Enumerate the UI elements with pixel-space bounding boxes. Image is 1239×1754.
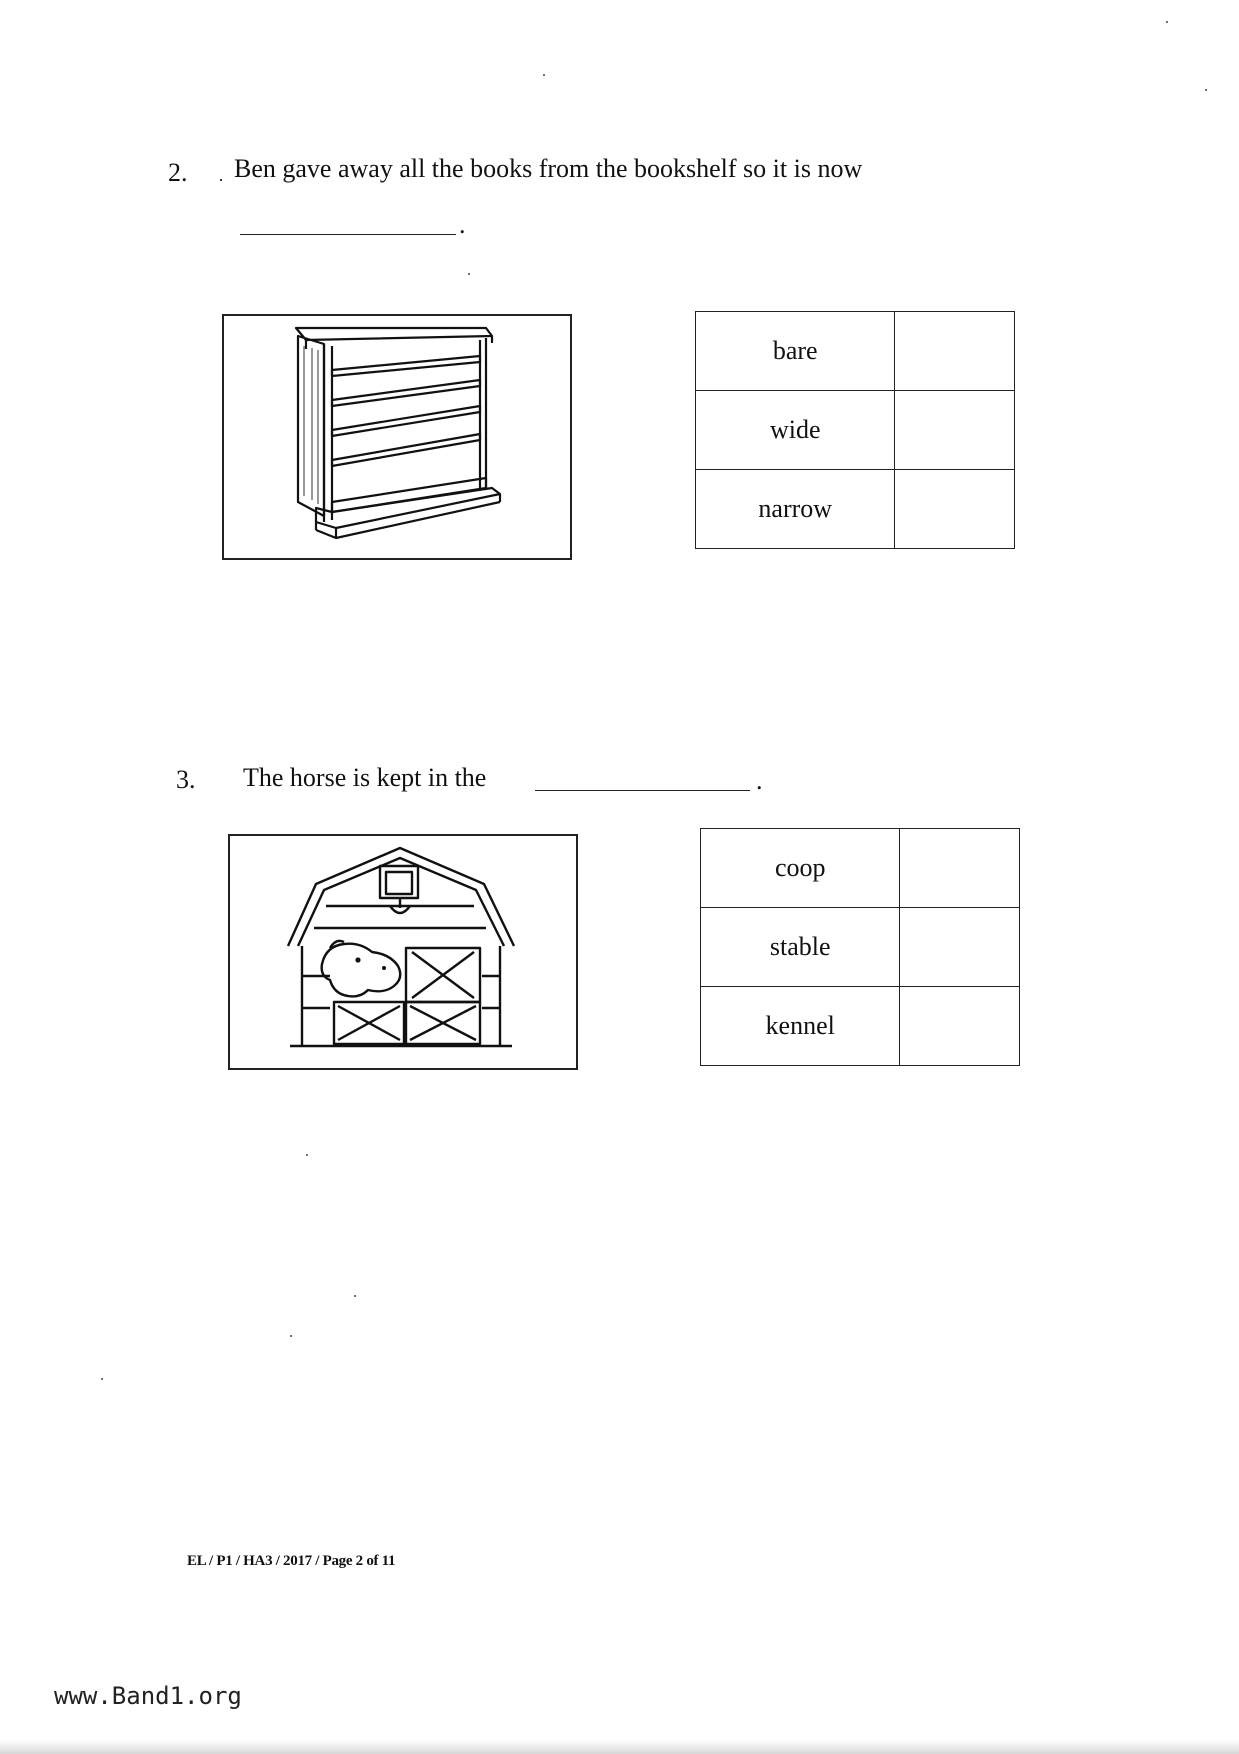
bookshelf-picture bbox=[222, 314, 572, 560]
scan-speck bbox=[468, 273, 470, 275]
option-row bbox=[696, 391, 1015, 470]
option-row bbox=[701, 987, 1020, 1066]
site-watermark: www.Band1.org bbox=[54, 1682, 242, 1710]
option-tick-box[interactable] bbox=[900, 829, 1020, 908]
option-tick-box[interactable] bbox=[900, 908, 1020, 987]
scan-speck bbox=[354, 1295, 356, 1297]
question-3-options-table bbox=[700, 828, 1020, 1066]
question-3-text: The horse is kept in the bbox=[243, 763, 487, 792]
option-word: coop bbox=[701, 829, 900, 908]
question-2-blank-period: . bbox=[459, 210, 466, 239]
option-tick-box[interactable] bbox=[895, 391, 1015, 470]
option-tick-box[interactable] bbox=[895, 470, 1015, 549]
option-tick-box[interactable] bbox=[895, 312, 1015, 391]
option-word: bare bbox=[696, 312, 895, 391]
horse-in-stable-icon bbox=[230, 836, 576, 1068]
scan-speck bbox=[290, 1335, 292, 1337]
question-3-number: 3. bbox=[176, 765, 196, 794]
page-footer: EL / P1 / HA3 / 2017 / Page 2 of 11 bbox=[187, 1553, 396, 1569]
option-row bbox=[696, 470, 1015, 549]
bookshelf-icon bbox=[224, 316, 570, 558]
question-3-answer-blank[interactable] bbox=[535, 790, 750, 791]
option-row bbox=[701, 908, 1020, 987]
option-tick-box[interactable] bbox=[900, 987, 1020, 1066]
option-word: kennel bbox=[701, 987, 900, 1066]
scan-speck bbox=[101, 1378, 103, 1380]
option-row bbox=[701, 829, 1020, 908]
option-word: stable bbox=[701, 908, 900, 987]
question-2-number: 2. bbox=[168, 158, 188, 187]
scan-edge-shadow bbox=[0, 1740, 1239, 1754]
question-3-blank-period: . bbox=[756, 766, 763, 795]
scan-speck bbox=[1166, 21, 1168, 23]
option-word: narrow bbox=[696, 470, 895, 549]
scan-speck bbox=[543, 74, 545, 76]
question-2-text: Ben gave away all the books from the bookshelf so it is now bbox=[234, 154, 863, 183]
scan-speck bbox=[306, 1154, 308, 1156]
stray-mark: · bbox=[218, 170, 224, 190]
stable-picture bbox=[228, 834, 578, 1070]
option-row bbox=[696, 312, 1015, 391]
question-2-options-table bbox=[695, 311, 1015, 549]
question-2-answer-blank[interactable] bbox=[240, 234, 456, 235]
scan-speck bbox=[1205, 89, 1207, 91]
option-word: wide bbox=[696, 391, 895, 470]
